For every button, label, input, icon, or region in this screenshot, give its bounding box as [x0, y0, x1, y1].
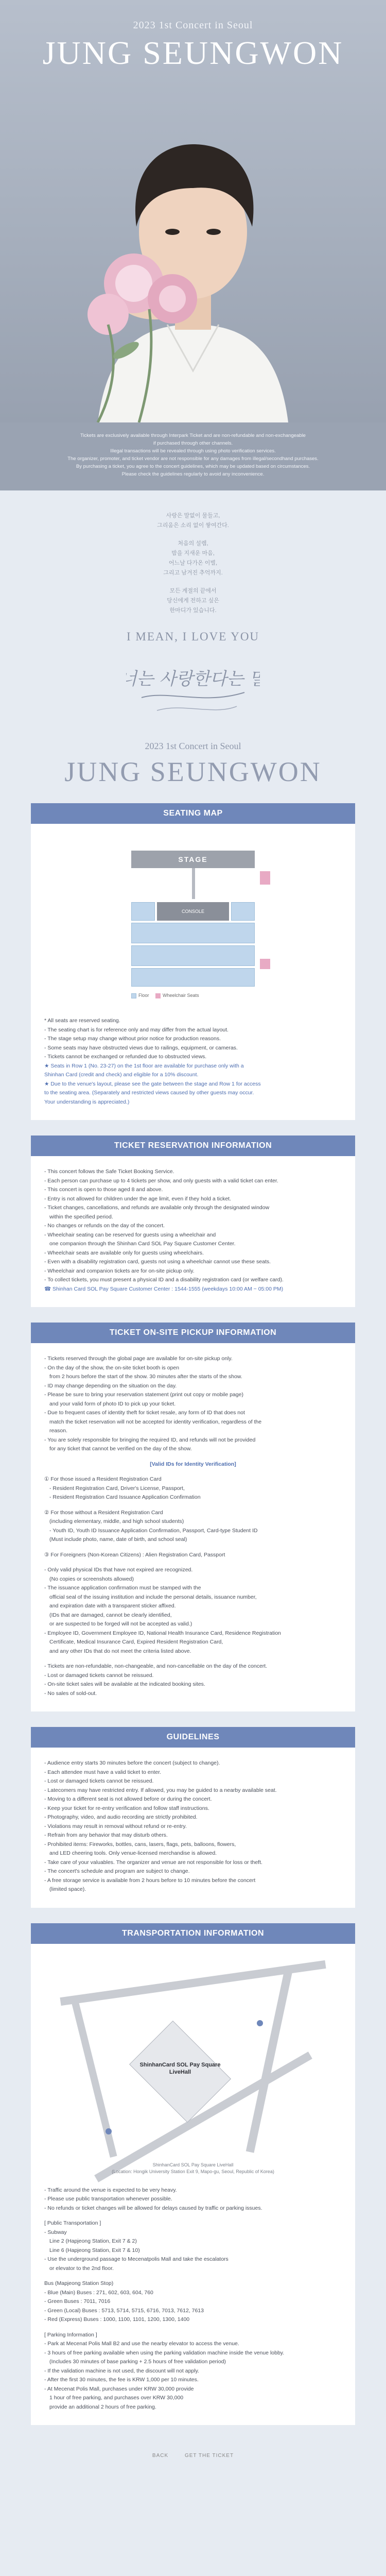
calligraphy-text: 너는 사랑한다는 말: [126, 669, 260, 689]
note: - Green (Local) Buses : 5713, 5714, 5715, 6716, 7013, 7612, 7613: [44, 2307, 204, 2314]
get-ticket-link[interactable]: GET THE TICKET: [184, 2453, 234, 2459]
note: - Due to frequent cases of identity theft for ticket resale, any form of ID that does not: [44, 1410, 245, 1416]
id-note: (including elementary, middle, and high school students): [49, 1518, 184, 1524]
note: - Green Buses : 7011, 7016: [44, 2298, 111, 2304]
note: and your valid form of photo ID to pick up your ticket.: [49, 1400, 176, 1407]
note: - Wheelchair seats are available only for guests using wheelchairs.: [44, 1249, 204, 1256]
road: [246, 1970, 292, 2153]
note: - No sales of sold-out.: [44, 1690, 97, 1697]
section-body: [31, 1156, 355, 1307]
note: - To collect tickets, you must present a physical ID and a disability registration card (or welfare card).: [44, 1277, 284, 1283]
seat-block: [131, 945, 255, 966]
poem-line: 한마디가 있습니다.: [169, 607, 217, 614]
seat-block: [131, 968, 255, 987]
note: Line 6 (Hapjeong Station, Exit 7 & 10): [49, 2247, 140, 2253]
note: - Latecomers may have restricted entry. If allowed, you may be guided to a nearby available seat.: [44, 1787, 277, 1793]
note: - You are solely responsible for bringing the required ID, and refunds will not be provided: [44, 1436, 256, 1443]
note: (limited space).: [49, 1886, 86, 1892]
notice-line: if purchased through other channels.: [153, 440, 233, 446]
note: - Tickets reserved through the global page are available for on-site pickup only.: [44, 1355, 233, 1362]
note: Bus (Mapjeong Station Stop): [44, 2280, 114, 2286]
hero-title: JUNG SEUNGWON: [42, 35, 344, 71]
section-body: [31, 1343, 355, 1711]
concert-subtitle: 2023 1st Concert in Seoul: [145, 741, 241, 751]
venue-map: [49, 1958, 337, 2180]
station-marker: [106, 2128, 112, 2134]
note: - Subway: [44, 2229, 67, 2235]
section-body: [31, 1944, 355, 2426]
note: reason.: [49, 1428, 68, 1434]
section-header: TRANSPORTATION INFORMATION: [31, 1923, 355, 1944]
back-link[interactable]: BACK: [152, 2453, 169, 2459]
section-body: [31, 1748, 355, 1908]
note: - Tickets cannot be exchanged or refunded due to obstructed views.: [44, 1054, 207, 1060]
note: Certificate, Medical Insurance Card, Expired Resident Registration Card,: [49, 1639, 223, 1645]
seat-block: [131, 902, 155, 921]
note: - Each person can purchase up to 4 tickets per show, and only guests with a valid ticket can enter.: [44, 1177, 278, 1184]
map-caption-address: (Location: Hongik University Station Exit 9, Mapo-gu, Seoul, Republic of Korea): [112, 2168, 274, 2174]
note: - Each attendee must have a valid ticket to enter.: [44, 1769, 162, 1775]
section-header: SEATING MAP: [31, 803, 355, 824]
id-note: ② For those without a Resident Registration Card: [44, 1509, 163, 1516]
note: and expiration date with a transparent sticker affixed.: [49, 1603, 176, 1609]
note: - On-site ticket sales will be available at the indicated booking sites.: [44, 1681, 205, 1687]
note: - Even with a disability registration card, guests not using a wheelchair cannot use these seats.: [44, 1259, 271, 1265]
id-note: - Resident Registration Card Issuance Application Confirmation: [49, 1494, 201, 1500]
note: - On the day of the show, the on-site ticket booth is open: [44, 1364, 180, 1371]
note: - Only valid physical IDs that have not expired are recognized.: [44, 1567, 193, 1573]
guidelines-section: [31, 1727, 355, 1908]
notice-line: Please check the guidelines regularly to avoid any inconvenience.: [121, 471, 265, 477]
section-header: TICKET ON-SITE PICKUP INFORMATION: [31, 1323, 355, 1343]
station-marker: [257, 2020, 263, 2026]
note: - Use the underground passage to Mecenatpolis Mall and take the escalators: [44, 2256, 229, 2262]
note: - Prohibited items: Fireworks, bottles, cans, lasers, flags, pets, balloons, flowers,: [44, 1841, 236, 1848]
pickup-section: [31, 1323, 355, 1711]
note: Shinhan Card (credit and check) and eligible for a 10% discount.: [44, 1072, 199, 1078]
poem-line: 어느날 다가온 이별,: [168, 560, 218, 566]
note: Line 2 (Hapjeong Station, Exit 7 & 2): [49, 2238, 137, 2244]
note: - Audience entry starts 30 minutes before the concert (subject to change).: [44, 1760, 220, 1766]
note: - Lost or damaged tickets cannot be reissued.: [44, 1778, 154, 1784]
hero-subtitle: 2023 1st Concert in Seoul: [133, 20, 253, 31]
note: - The concert's schedule and program are subject to change.: [44, 1868, 190, 1874]
transport-section: [31, 1923, 355, 2426]
note: - Traffic around the venue is expected to be very heavy.: [44, 2187, 177, 2193]
seating-map-section: [31, 803, 355, 1120]
poem-line: 그리움은 소리 없이 쌓여간다.: [157, 522, 229, 529]
concert-title: JUNG SEUNGWON: [64, 756, 322, 787]
note: and LED cheering tools. Only venue-licensed merchandise is allowed.: [49, 1850, 217, 1856]
note: - At Mecenat Polis Mall, purchases under KRW 30,000 provide: [44, 2385, 194, 2392]
note: - No refunds or ticket changes will be allowed for delays caused by traffic or parking issues.: [44, 2205, 262, 2211]
note: to the seating area. (Separately and restricted views caused by other guests may occur.: [44, 1090, 254, 1096]
note: for any ticket that cannot be verified on the day of the show.: [49, 1446, 192, 1452]
note: - Please use public transportation whenever possible.: [44, 2196, 172, 2202]
poem-line: 당신에게 전하고 싶은: [167, 598, 219, 604]
venue-label: ShinhanCard SOL Pay Square LiveHall: [139, 2061, 221, 2075]
note: - Wheelchair and companion tickets are for on-site pickup only.: [44, 1267, 195, 1274]
note: - No changes or refunds on the day of the concert.: [44, 1223, 165, 1229]
id-title: [Valid IDs for Identity Verification]: [150, 1461, 236, 1467]
note: - The seating chart is for reference only and may differ from the actual layout.: [44, 1026, 229, 1033]
note: (IDs that are damaged, cannot be clearly identified,: [49, 1612, 172, 1618]
wheelchair-area: [260, 871, 270, 885]
note: - Entry is not allowed for children under the age limit, even if they hold a ticket.: [44, 1195, 232, 1202]
ticket-notice: [0, 422, 386, 490]
notice-line: Illegal transactions will be revealed through using photo verification services.: [110, 448, 276, 454]
map-caption: [49, 2162, 337, 2175]
stage: STAGE: [131, 851, 255, 868]
note: official seal of the issuing institution and include the personal details, issuance number,: [49, 1594, 257, 1600]
notice-line: The organizer, promoter, and ticket vendor are not responsible for any damages from illegal/secondhand purchases.: [67, 456, 319, 462]
note: - Take care of your valuables. The organizer and venue are not responsible for loss or theft.: [44, 1859, 262, 1866]
note: (No copies or screenshots allowed): [49, 1575, 134, 1582]
id-note: ③ For Foreigners (Non-Korean Citizens) : Alien Registration Card, Passport: [44, 1551, 225, 1558]
note: * All seats are reserved seating.: [44, 1018, 120, 1024]
note: or are suspected to be forged will not be accepted as valid.): [49, 1621, 192, 1627]
runway: [192, 868, 195, 899]
note: - Refrain from any behavior that may disturb others.: [44, 1832, 168, 1838]
note: - A free storage service is available from 2 hours before to 10 minutes before the concert: [44, 1877, 256, 1884]
note: - After the first 30 minutes, the fee is KRW 1,000 per 10 minutes.: [44, 2377, 199, 2383]
mean-heading: I MEAN, I LOVE YOU: [126, 630, 260, 643]
note: - This concert follows the Safe Ticket Booking Service.: [44, 1168, 174, 1175]
note: - Keep your ticket for re-entry verification and follow staff instructions.: [44, 1805, 209, 1811]
note: - 3 hours of free parking available when using the parking validation machine inside the venue lobby.: [44, 2349, 285, 2356]
note: - Wheelchair seating can be reserved for guests using a wheelchair and: [44, 1231, 216, 1238]
intro-poem: [0, 490, 386, 803]
note: from 2 hours before the start of the show. 30 minutes after the starts of the show.: [49, 1374, 242, 1380]
map-caption-title: ShinhanCard SOL Pay Square LiveHall: [152, 2162, 234, 2167]
calligraphy-title: [126, 649, 260, 726]
note: - Lost or damaged tickets cannot be reissued.: [44, 1672, 154, 1679]
id-note: ① For those issued a Resident Registration Card: [44, 1476, 162, 1482]
note: provide an additional 2 hours of free parking.: [49, 2403, 156, 2410]
note: [ Parking Information ]: [44, 2331, 97, 2338]
id-note: - Resident Registration Card, Driver's License, Passport,: [49, 1485, 185, 1492]
note: - Some seats may have obstructed views due to railings, equipment, or cameras.: [44, 1044, 238, 1051]
note: - This concert is open to those aged 8 and above.: [44, 1187, 163, 1193]
note: - Violations may result in removal without refund or re-entry.: [44, 1823, 187, 1829]
note: - The issuance application confirmation must be stamped with the: [44, 1585, 201, 1591]
note: - If the validation machine is not used, the discount will not apply.: [44, 2367, 199, 2374]
footer: [0, 2441, 386, 2471]
note: - Photography, video, and audio recording are strictly prohibited.: [44, 1814, 198, 1820]
note: - Moving to a different seat is not allowed before or during the concert.: [44, 1796, 212, 1802]
note: - Ticket changes, cancellations, and refunds are available only through the designated window: [44, 1205, 270, 1211]
section-header: GUIDELINES: [31, 1727, 355, 1748]
seat-block: [231, 902, 255, 921]
note: (Includes 30 minutes of base parking + 2.5 hours of free validation period): [49, 2359, 226, 2365]
hero-banner: [0, 0, 386, 422]
contact-note: ☎ Shinhan Card SOL Pay Square Customer Center : 1544-1555 (weekdays 10:00 AM ~ 05:00 PM): [44, 1285, 284, 1292]
section-header: TICKET RESERVATION INFORMATION: [31, 1136, 355, 1156]
notice-line: By purchasing a ticket, you agree to the concert guidelines, which may be updated based on circumstances.: [76, 464, 310, 469]
note: match the ticket reservation will not be accepted for identity verification, regardless of the: [49, 1418, 262, 1425]
notice-line: Tickets are exclusively available through Interpark Ticket and are non-refundable and non-exchangeable: [80, 433, 306, 438]
id-note: - Youth ID, Youth ID Issuance Application Confirmation, Passport, Card-type Student ID: [49, 1527, 258, 1534]
note: or elevator to the 2nd floor.: [49, 2265, 114, 2272]
legend-floor: Floor: [138, 993, 149, 998]
note: and any other IDs that do not meet the criteria listed above.: [49, 1648, 191, 1654]
console-area: CONSOLE: [157, 902, 229, 921]
note: - Employee ID, Government Employee ID, National Health Insurance Card, Residence Registration: [44, 1630, 281, 1636]
artist-photo: [77, 82, 309, 422]
note: ★ Seats in Row 1 (No. 23-27) on the 1st floor are available for purchase only with a: [44, 1062, 244, 1069]
note: - ID may change depending on the situation on the day.: [44, 1382, 177, 1389]
note: [ Public Transportation ]: [44, 2220, 101, 2226]
note: 1 hour of free parking, and purchases over KRW 30,000: [49, 2395, 184, 2401]
seat-block: [131, 923, 255, 943]
poem-line: 그리고 남겨진 추억까지.: [163, 570, 223, 576]
note: - Red (Express) Buses : 1000, 1100, 1101, 1200, 1300, 1400: [44, 2316, 190, 2323]
note: within the specified period.: [49, 1213, 113, 1220]
note: - Park at Mecenat Polis Mall B2 and use the nearby elevator to access the venue.: [44, 2341, 239, 2347]
legend-wheelchair: Wheelchair Seats: [163, 993, 199, 998]
note: - Tickets are non-refundable, non-changeable, and non-cancellable on the day of the concert.: [44, 1663, 268, 1669]
wheelchair-area: [260, 959, 270, 969]
note: - Please be sure to bring your reservation statement (print out copy or mobile page): [44, 1392, 243, 1398]
reservation-section: [31, 1136, 355, 1307]
note: one companion through the Shinhan Card SOL Pay Square Customer Center.: [49, 1241, 236, 1247]
section-body: [31, 824, 355, 1120]
poem-line: 모든 계절의 끝에서: [169, 588, 217, 594]
note: ★ Due to the venue's layout, please see the gate between the stage and Row 1 for access: [44, 1080, 261, 1087]
seating-map: [64, 840, 322, 1010]
poem-line: 밤을 지새운 마음,: [171, 550, 215, 556]
note: - Blue (Main) Buses : 271, 602, 603, 604, 760: [44, 2289, 153, 2296]
poem-line: 사랑은 말없이 물들고,: [166, 513, 220, 519]
note: - The stage setup may change without prior notice for production reasons.: [44, 1036, 221, 1042]
note: Your understanding is appreciated.): [44, 1098, 130, 1105]
poem-line: 처음의 설렘,: [178, 540, 208, 547]
id-note: (Must include photo, name, date of birth, and school seal): [49, 1536, 187, 1543]
seat-legend: [131, 993, 199, 998]
